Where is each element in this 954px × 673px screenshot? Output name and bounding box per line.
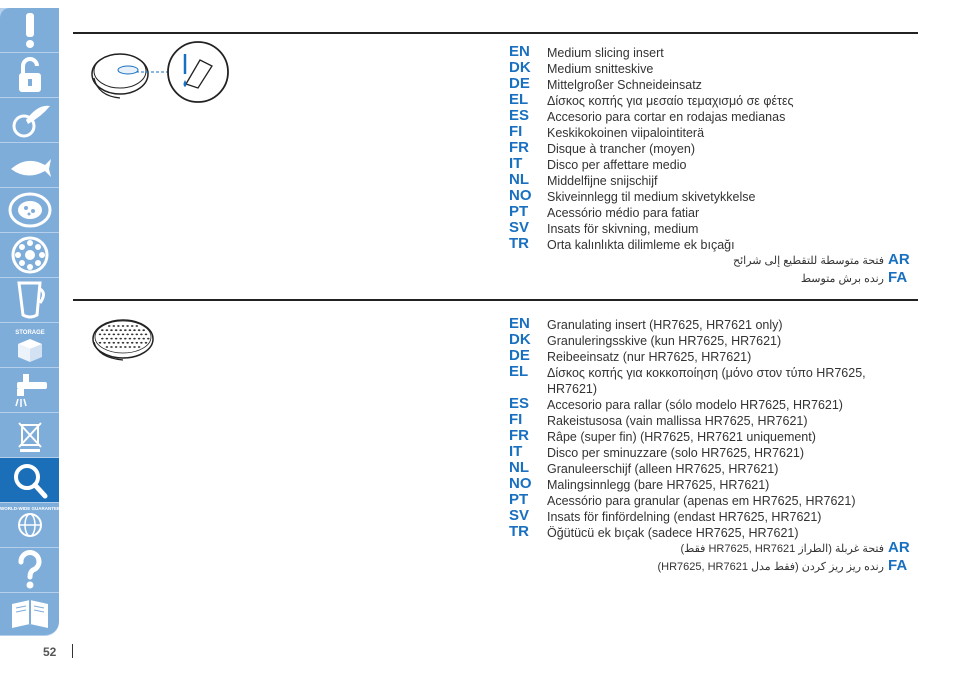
perforation-dot bbox=[124, 338, 127, 340]
jug-icon bbox=[10, 279, 50, 321]
translation-text: فتحة متوسطة للتقطيع إلى شرائح bbox=[733, 255, 884, 267]
perforation-dot bbox=[124, 346, 127, 348]
perforation-dot bbox=[110, 346, 113, 348]
perforation-dot bbox=[122, 325, 125, 327]
translation-text: رنده ریز ریز کردن (فقط مدل HR7625, HR7621) bbox=[657, 561, 884, 573]
language-code: NL bbox=[509, 171, 529, 188]
perforation-dot bbox=[140, 334, 143, 336]
translation-text: Granuleerschijf (alleen HR7625, HR7621) bbox=[547, 462, 779, 476]
perforation-dot bbox=[101, 329, 104, 331]
translation-text: Disco per affettare medio bbox=[547, 158, 687, 172]
perforation-dot bbox=[106, 346, 109, 348]
list-item bbox=[618, 252, 918, 270]
translation-text: Reibeeinsatz (nur HR7625, HR7621) bbox=[547, 350, 752, 364]
page-number-divider bbox=[72, 644, 73, 658]
translation-text: Medium slicing insert bbox=[547, 46, 664, 60]
tab-assembly[interactable] bbox=[0, 53, 59, 98]
translation-text: Insats för skivning, medium bbox=[547, 222, 699, 236]
perforation-dot bbox=[140, 342, 143, 344]
language-code: EL bbox=[509, 363, 529, 380]
perforation-dot bbox=[122, 342, 125, 344]
exclamation-icon bbox=[10, 10, 50, 50]
perforation-dot bbox=[131, 334, 134, 336]
language-code: ES bbox=[509, 395, 530, 412]
language-code: EL bbox=[509, 91, 529, 108]
slicing-blade-icon bbox=[8, 100, 52, 140]
perforation-dot bbox=[142, 338, 145, 340]
page-number: 52 bbox=[43, 645, 57, 659]
translation-text: Orta kalınlıkta dilimleme ek bıçağı bbox=[547, 238, 735, 252]
tab-faq[interactable] bbox=[0, 548, 59, 593]
language-code: DE bbox=[509, 75, 530, 92]
perforation-dot bbox=[133, 329, 136, 331]
perforation-dot bbox=[117, 325, 120, 327]
perforation-dot bbox=[113, 342, 116, 344]
language-code: NO bbox=[509, 475, 532, 492]
perforation-dot bbox=[119, 329, 122, 331]
translation-text: Mittelgroßer Schneideinsatz bbox=[547, 78, 702, 92]
language-code: SV bbox=[509, 507, 530, 524]
tab-disc[interactable] bbox=[0, 233, 59, 278]
perforation-dot bbox=[138, 338, 141, 340]
list-item bbox=[618, 540, 918, 558]
translation-text: Disque à trancher (moyen) bbox=[547, 142, 695, 156]
slicing-insert-illustration bbox=[88, 40, 233, 110]
perforation-dot bbox=[129, 338, 132, 340]
disc-icon bbox=[8, 235, 52, 275]
perforation-dot bbox=[117, 334, 120, 336]
rtl-language-list-granulating bbox=[618, 540, 918, 576]
translation-text: Râpe (super fin) (HR7625, HR7621 uniquement) bbox=[547, 430, 816, 444]
storage-label: STORAGE bbox=[14, 330, 45, 336]
perforation-dot bbox=[147, 338, 150, 340]
book-icon bbox=[8, 594, 52, 634]
tap-icon bbox=[7, 370, 53, 410]
perforation-dot bbox=[119, 346, 122, 348]
language-code: NL bbox=[509, 459, 529, 476]
perforation-dot bbox=[122, 334, 125, 336]
language-code: IT bbox=[509, 443, 523, 460]
translation-text: Accesorio para rallar (sólo modelo HR7625, HR7621) bbox=[547, 398, 843, 412]
unlock-icon bbox=[10, 55, 50, 95]
language-code: EN bbox=[509, 315, 530, 332]
fish-icon bbox=[7, 145, 53, 185]
translation-text: Accesorio para cortar en rodajas medianas bbox=[547, 110, 786, 124]
translation-text: Middelfijne snijschijf bbox=[547, 174, 658, 188]
perforation-dot bbox=[115, 329, 118, 331]
language-code: PT bbox=[509, 491, 529, 508]
perforation-dot bbox=[129, 329, 132, 331]
language-code: FR bbox=[509, 139, 529, 156]
sidebar-nav bbox=[0, 8, 59, 635]
translation-text: Granuleringsskive (kun HR7625, HR7621) bbox=[547, 334, 782, 348]
translation-text: Insats för finfördelning (endast HR7625, HR7621) bbox=[547, 510, 822, 524]
perforation-dot bbox=[108, 325, 111, 327]
language-code: TR bbox=[509, 523, 529, 540]
language-code: EN bbox=[509, 43, 530, 60]
translation-text: Acessório médio para fatiar bbox=[547, 206, 700, 220]
perforation-dot bbox=[115, 346, 118, 348]
language-code: NO bbox=[509, 187, 532, 204]
language-code: DK bbox=[509, 331, 531, 348]
translation-text: Acessório para granular (apenas em HR7625, HR7621) bbox=[547, 494, 856, 508]
perforation-dot bbox=[99, 334, 102, 336]
perforation-dot bbox=[133, 338, 136, 340]
perforation-dot bbox=[133, 346, 136, 348]
language-code: FA bbox=[888, 557, 908, 574]
perforation-dot bbox=[136, 342, 139, 344]
translation-text: Disco per sminuzzare (solo HR7625, HR7621) bbox=[547, 446, 805, 460]
perforation-dot bbox=[119, 338, 122, 340]
translation-text: رنده برش متوسط bbox=[800, 273, 884, 285]
tab-troubleshooting[interactable] bbox=[0, 458, 59, 503]
perforation-dot bbox=[145, 342, 148, 344]
perforation-dot bbox=[136, 325, 139, 327]
language-code: PT bbox=[509, 203, 529, 220]
section-divider bbox=[73, 299, 918, 301]
perforation-dot bbox=[115, 338, 118, 340]
tab-slicing[interactable] bbox=[0, 98, 59, 143]
perforation-dot bbox=[117, 342, 120, 344]
language-code: DE bbox=[509, 347, 530, 364]
storage-box-icon bbox=[8, 324, 52, 366]
perforation-dot bbox=[110, 329, 113, 331]
perforation-dot bbox=[138, 329, 141, 331]
translation-text: Medium snitteskive bbox=[547, 62, 654, 76]
tab-storage[interactable] bbox=[0, 323, 59, 368]
perforation-dot bbox=[129, 346, 132, 348]
tab-cleaning[interactable] bbox=[0, 368, 59, 413]
tab-blender[interactable] bbox=[0, 278, 59, 323]
tab-recipes[interactable] bbox=[0, 593, 59, 636]
translation-text: Skiveinnlegg til medium skivetykkelse bbox=[547, 190, 756, 204]
section-divider bbox=[73, 32, 918, 34]
language-code: AR bbox=[888, 539, 910, 556]
tab-shredding[interactable] bbox=[0, 143, 59, 188]
translation-text: Keskikokoinen viipalointiterä bbox=[547, 126, 705, 140]
perforation-dot bbox=[101, 338, 104, 340]
translation-text: فتحة غربلة (الطراز HR7625, HR7621 فقط) bbox=[680, 543, 884, 555]
perforation-dot bbox=[131, 325, 134, 327]
tab-guarantee[interactable] bbox=[0, 503, 59, 548]
perforation-dot bbox=[103, 334, 106, 336]
disposal-bin-icon bbox=[10, 415, 50, 455]
language-code: AR bbox=[888, 251, 910, 268]
perforation-dot bbox=[145, 334, 148, 336]
perforation-dot bbox=[103, 342, 106, 344]
juice-disc-icon bbox=[7, 190, 53, 230]
translation-text: Rakeistusosa (vain mallissa HR7625, HR7621) bbox=[547, 414, 808, 428]
translation-text: Granulating insert (HR7625, HR7621 only) bbox=[547, 318, 783, 332]
perforation-dot bbox=[136, 334, 139, 336]
perforation-dot bbox=[113, 325, 116, 327]
globe-icon bbox=[0, 504, 60, 546]
language-code: FR bbox=[509, 427, 529, 444]
perforation-dot bbox=[126, 342, 129, 344]
perforation-dot bbox=[131, 342, 134, 344]
perforation-dot bbox=[126, 334, 129, 336]
perforation-dot bbox=[108, 334, 111, 336]
translation-text: Malingsinnlegg (bare HR7625, HR7621) bbox=[547, 478, 770, 492]
perforation-dot bbox=[106, 338, 109, 340]
language-code: FA bbox=[888, 269, 908, 286]
list-item bbox=[618, 558, 918, 576]
perforation-dot bbox=[138, 346, 141, 348]
tab-juicing[interactable] bbox=[0, 188, 59, 233]
list-item bbox=[618, 270, 918, 288]
perforation-dot bbox=[110, 338, 113, 340]
rtl-language-list-slicing bbox=[618, 252, 918, 288]
language-code: ES bbox=[509, 107, 530, 124]
translation-text: Δίσκος κοπής για κοκκοποίηση (μόνο στον τύπο HR7625, HR7621) bbox=[547, 366, 866, 396]
language-code: FI bbox=[509, 411, 523, 428]
translation-text: Δίσκος κοπής για μεσαίο τεμαχισμό σε φέτες bbox=[547, 94, 794, 108]
perforation-dot bbox=[108, 342, 111, 344]
magnifier-icon bbox=[10, 460, 50, 500]
language-code: FI bbox=[509, 123, 523, 140]
language-code: SV bbox=[509, 219, 530, 236]
granulating-insert-illustration bbox=[90, 318, 160, 364]
guarantee-label: WORLD-WIDE GUARANTEE bbox=[0, 506, 60, 511]
perforation-dot bbox=[142, 329, 145, 331]
language-code: DK bbox=[509, 59, 531, 76]
perforation-dot bbox=[99, 342, 102, 344]
language-code: IT bbox=[509, 155, 523, 172]
language-code: TR bbox=[509, 235, 529, 252]
tab-safety[interactable] bbox=[0, 8, 59, 53]
perforation-dot bbox=[124, 329, 127, 331]
tab-environment[interactable] bbox=[0, 413, 59, 458]
question-icon bbox=[10, 549, 50, 591]
translation-text: Öğütücü ek bıçak (sadece HR7625, HR7621) bbox=[547, 526, 799, 540]
perforation-dot bbox=[106, 329, 109, 331]
perforation-dot bbox=[126, 325, 129, 327]
perforation-dot bbox=[113, 334, 116, 336]
